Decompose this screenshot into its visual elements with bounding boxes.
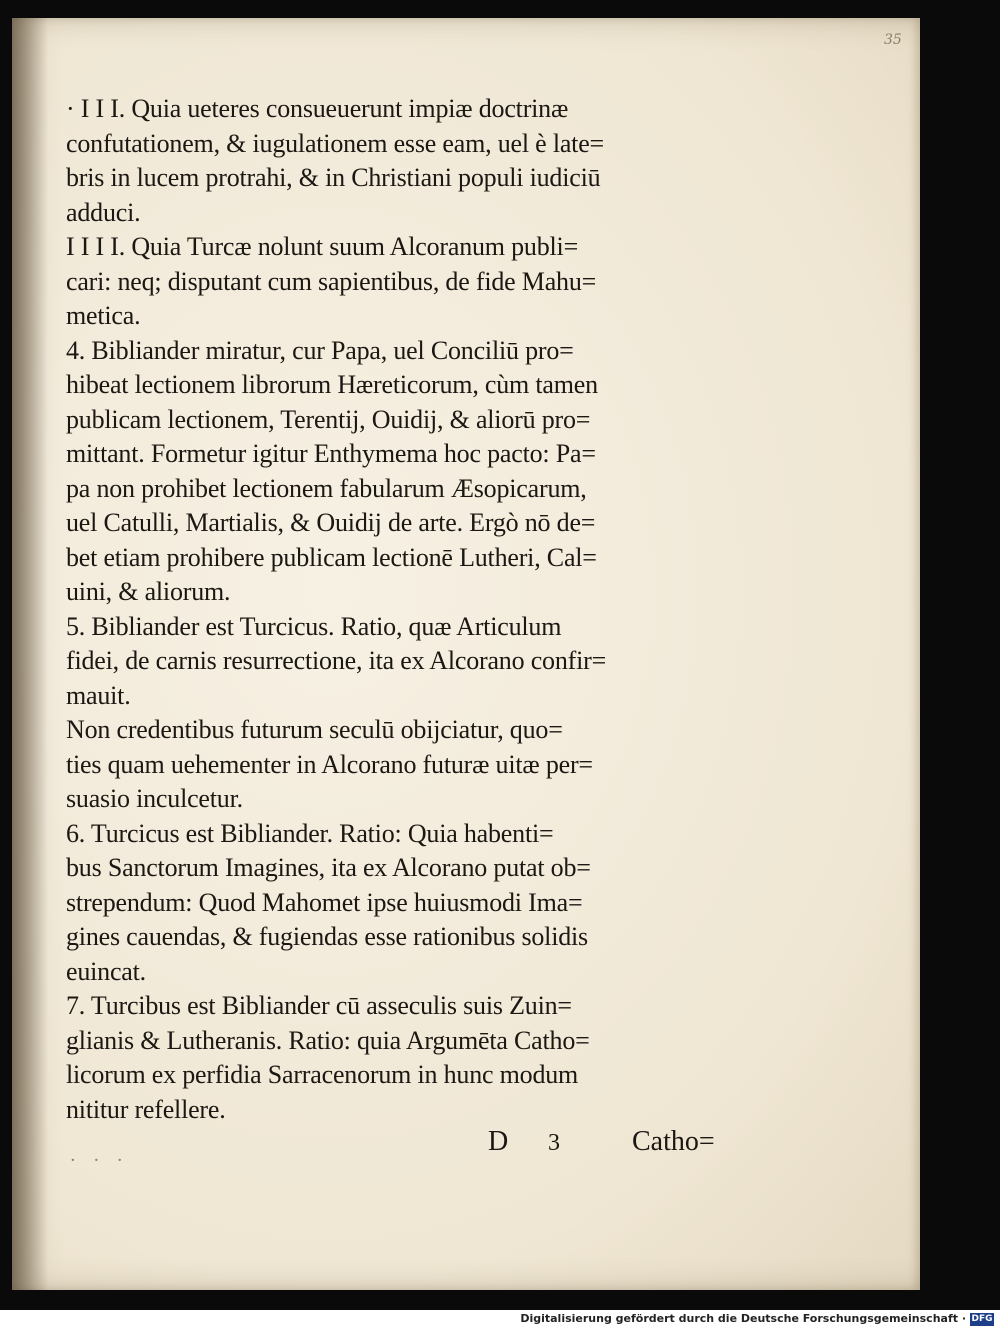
text-line: pa non prohibet lectionem fabularum Æsopicarum,	[66, 473, 587, 503]
text-line: metica.	[66, 301, 141, 330]
text-line: · I I I. Quia ueteres consueuerunt impiæ doctrinæ	[66, 94, 569, 123]
signature-number: 3	[548, 1130, 560, 1156]
text-line: ties quam uehementer in Alcorano futuræ uitæ per=	[66, 749, 593, 779]
text-line: I I I I. Quia Turcæ nolunt suum Alcoranum publi=	[66, 232, 579, 261]
text-line: hibeat lectionem librorum Hæreticorum, cùm tamen	[66, 370, 598, 399]
text-line: licorum ex perfidia Sarracenorum in hunc modum	[66, 1060, 579, 1089]
text-line: uini, & aliorum.	[66, 577, 231, 606]
text-line: 5. Bibliander est Turcicus. Ratio, quæ Articulum	[66, 611, 562, 641]
text-line: fidei, de carnis resurrectione, ita ex Alcorano confir=	[66, 646, 607, 675]
text-line: glianis & Lutheranis. Ratio: quia Argumēta Catho=	[66, 1025, 590, 1055]
text-line: suasio inculcetur.	[66, 784, 243, 813]
text-line: cari: neq; disputant cum sapientibus, de fide Mahu=	[66, 266, 597, 296]
footer-credit: Digitalisierung gefördert durch die Deutsche Forschungsgemeinschaft ·	[520, 1312, 966, 1325]
gutter-shadow	[12, 18, 48, 1290]
text-line: uel Catulli, Martialis, & Ouidij de arte. Ergò nō de=	[66, 508, 596, 537]
text-line: 6. Turcicus est Bibliander. Ratio: Quia habenti=	[66, 818, 554, 848]
paper-specks: · · ·	[70, 1150, 129, 1171]
text-line: nititur refellere.	[66, 1094, 226, 1124]
text-line: bet etiam prohibere publicam lectionē Lutheri, Cal=	[66, 542, 597, 572]
text-line: bris in lucem protrahi, & in Christiani populi iudiciū	[66, 163, 601, 192]
text-line: euincat.	[66, 956, 146, 986]
signature-letter: D	[488, 1126, 509, 1157]
text-line: adduci.	[66, 197, 141, 227]
catchword: Catho=	[632, 1126, 715, 1157]
text-line: 7. Turcibus est Bibliander cū asseculis suis Zuin=	[66, 991, 572, 1020]
text-line: mauit.	[66, 680, 131, 710]
text-line: gines cauendas, & fugiendas esse rationibus solidis	[66, 922, 588, 951]
footer-bar	[0, 1310, 1000, 1330]
text-line: Non credentibus futurum seculū obijciatur, quo=	[66, 715, 563, 744]
text-line: publicam lectionem, Terentij, Ouidij, & aliorū pro=	[66, 404, 591, 434]
text-line: mittant. Formetur igitur Enthymema hoc pacto: Pa=	[66, 439, 596, 468]
dfg-logo: DFG	[971, 1314, 993, 1324]
text-block	[66, 92, 726, 1127]
text-line: bus Sanctorum Imagines, ita ex Alcorano putat ob=	[66, 853, 591, 882]
text-line: strependum: Quod Mahomet ipse huiusmodi Ima=	[66, 887, 583, 917]
text-line: 4. Bibliander miratur, cur Papa, uel Conciliū pro=	[66, 335, 574, 365]
text-line: confutationem, & iugulationem esse eam, uel è late=	[66, 128, 605, 158]
folio-number: 35	[884, 32, 902, 48]
